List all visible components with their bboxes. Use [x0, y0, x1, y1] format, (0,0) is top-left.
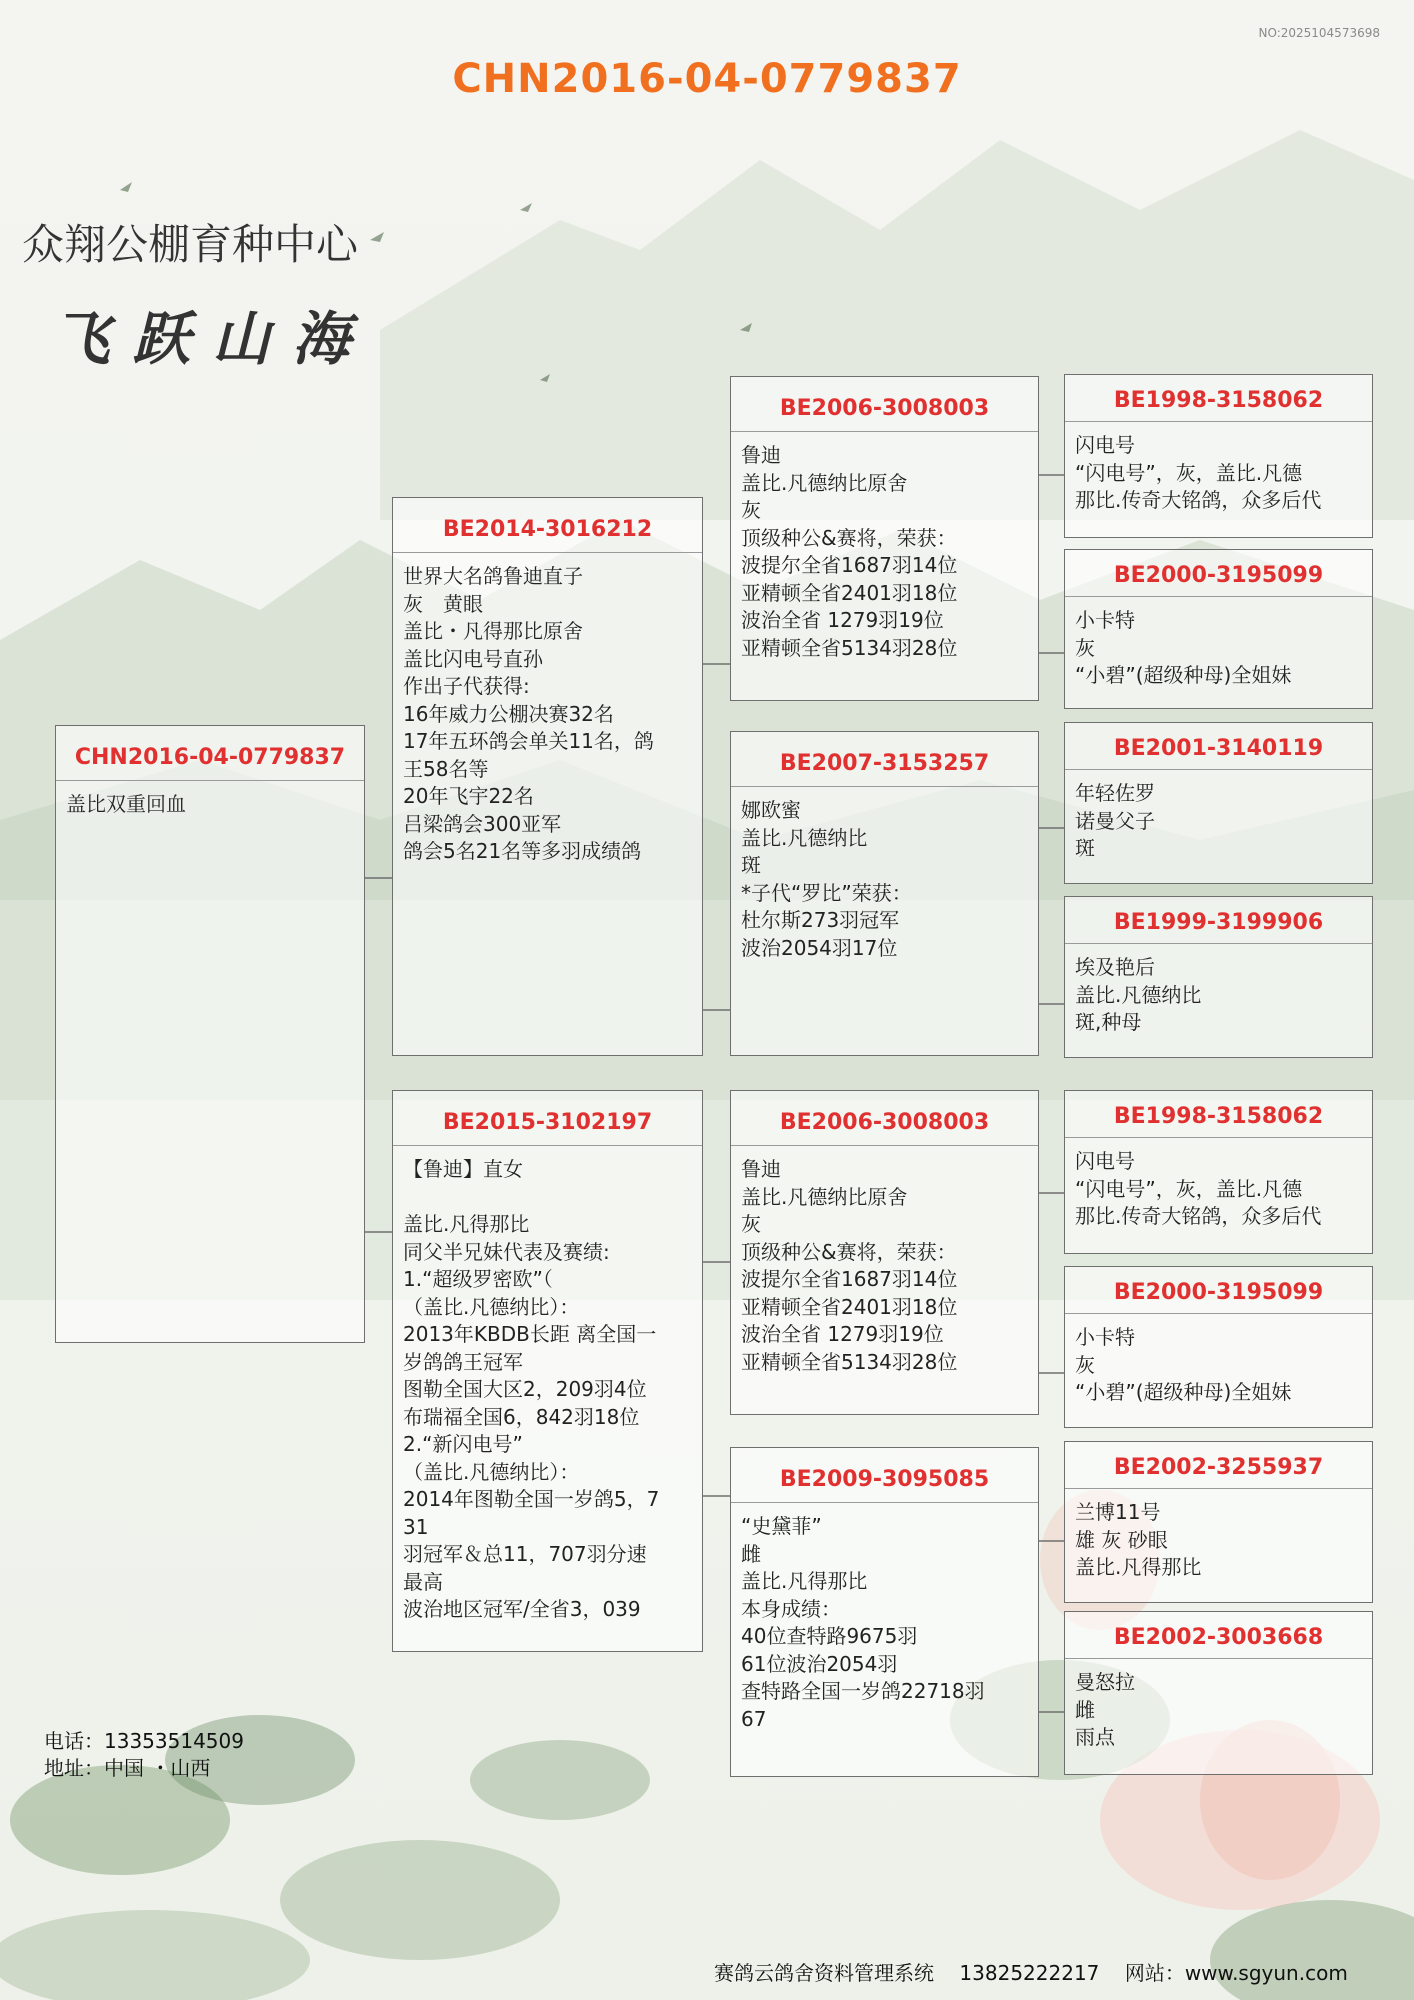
sire-description: 世界大名鸽鲁迪直子 灰 黄眼 盖比・凡得那比原舍 盖比闪电号直孙 作出子代获得: 16年威力公棚决赛32名 17年五环鸽会单关11名，鸽 王58名等 20年飞宇22名 吕梁鸽会300亚军 鸽会5名21名等多羽成绩鸽: [403, 564, 654, 863]
dam-dam-card: [730, 1447, 1039, 1777]
ancestor-8-ring-number: BE2002-3003668: [1065, 1612, 1372, 1659]
contact-info: [44, 1728, 244, 1782]
ancestor-card-4: [1064, 896, 1373, 1058]
ancestor-5-ring-number: BE1998-3158062: [1065, 1091, 1372, 1138]
sire-sire-card: [730, 376, 1039, 701]
dam-ring-number: BE2015-3102197: [393, 1091, 702, 1146]
ancestor-1-description: 闪电号 “闪电号”，灰，盖比.凡德 那比.传奇大铭鸽，众多后代: [1075, 433, 1322, 512]
dam-sire-ring-number: BE2006-3008003: [731, 1091, 1038, 1146]
subject-ring-number: CHN2016-04-0779837: [56, 726, 364, 781]
ancestor-5-description: 闪电号 “闪电号”，灰，盖比.凡德 那比.传奇大铭鸽，众多后代: [1075, 1149, 1322, 1228]
ancestor-card-7: [1064, 1441, 1373, 1603]
footer: 赛鸽云鸽舍资料管理系统 13825222217 网站：www.sgyun.com: [714, 1961, 1348, 1985]
sire-sire-description: 鲁迪 盖比.凡德纳比原舍 灰 顶级种公&赛将，荣获： 波提尔全省1687羽14位 亚精顿全省2401羽18位 波治全省 1279羽19位 亚精顿全省5134羽28位: [741, 443, 958, 660]
dam-card: [392, 1090, 703, 1652]
ancestor-7-ring-number: BE2002-3255937: [1065, 1442, 1372, 1489]
subject-description: 盖比双重回血: [66, 792, 186, 816]
ancestor-4-ring-number: BE1999-3199906: [1065, 897, 1372, 944]
ancestor-card-1: [1064, 374, 1373, 538]
organization-name: 众翔公棚育种中心: [22, 220, 359, 269]
sire-card: [392, 497, 703, 1056]
ancestor-card-3: [1064, 722, 1373, 884]
ancestor-6-description: 小卡特 灰 “小碧”(超级种母)全姐妹: [1075, 1325, 1292, 1404]
ancestor-4-description: 埃及艳后 盖比.凡德纳比 斑,种母: [1075, 955, 1202, 1034]
sire-sire-ring-number: BE2006-3008003: [731, 377, 1038, 432]
dam-description: 【鲁迪】直女 盖比.凡得那比 同父半兄妹代表及赛绩: 1.“超级罗密欧”（ （盖比.凡德纳比）： 2013年KBDB长距 离全国一 岁鸽鸽王冠军 图勒全国大区2，209羽4位 布瑞福全国6，842羽18位 2.“新闪电号” （盖比.凡德纳比）： 2014年图勒全国一岁鸽5，7 31 羽冠军＆总11，707羽分速 最高 波治地区冠军/全省3，039: [403, 1157, 660, 1621]
sire-dam-card: [730, 731, 1039, 1056]
ancestor-7-description: 兰博11号 雄 灰 砂眼 盖比.凡得那比: [1075, 1500, 1202, 1579]
dam-sire-description: 鲁迪 盖比.凡德纳比原舍 灰 顶级种公&赛将，荣获： 波提尔全省1687羽14位 亚精顿全省2401羽18位 波治全省 1279羽19位 亚精顿全省5134羽28位: [741, 1157, 958, 1374]
ancestor-card-5: [1064, 1090, 1373, 1254]
ancestor-6-ring-number: BE2000-3195099: [1065, 1267, 1372, 1314]
ancestor-card-2: [1064, 549, 1373, 709]
address: 地址：中国 ・山西: [44, 1756, 211, 1780]
phone-number: 电话：13353514509: [44, 1729, 244, 1753]
subject-pigeon-card: [55, 725, 365, 1343]
ancestor-3-ring-number: BE2001-3140119: [1065, 723, 1372, 770]
ancestor-2-description: 小卡特 灰 “小碧”(超级种母)全姐妹: [1075, 608, 1292, 687]
sire-dam-description: 娜欧蜜 盖比.凡德纳比 斑 *子代“罗比”荣获： 杜尔斯273羽冠军 波治2054羽17位: [741, 798, 912, 960]
ancestor-card-6: [1064, 1266, 1373, 1428]
dam-sire-card: [730, 1090, 1039, 1415]
ancestor-8-description: 曼怒拉 雌 雨点: [1075, 1670, 1135, 1749]
ancestor-1-ring-number: BE1998-3158062: [1065, 375, 1372, 422]
ancestor-card-8: [1064, 1611, 1373, 1775]
page-title: CHN2016-04-0779837: [452, 56, 962, 102]
ancestor-3-description: 年轻佐罗 诺曼父子 斑: [1075, 781, 1155, 860]
sire-ring-number: BE2014-3016212: [393, 498, 702, 553]
ancestor-2-ring-number: BE2000-3195099: [1065, 550, 1372, 597]
dam-dam-ring-number: BE2009-3095085: [731, 1448, 1038, 1503]
sire-dam-ring-number: BE2007-3153257: [731, 732, 1038, 787]
document-number: NO:2025104573698: [1258, 26, 1380, 40]
slogan: 飞跃山海: [52, 305, 373, 373]
dam-dam-description: “史黛菲” 雌 盖比.凡得那比 本身成绩： 40位查特路9675羽 61位波治2054羽 查特路全国一岁鸽22718羽 67: [741, 1514, 985, 1731]
